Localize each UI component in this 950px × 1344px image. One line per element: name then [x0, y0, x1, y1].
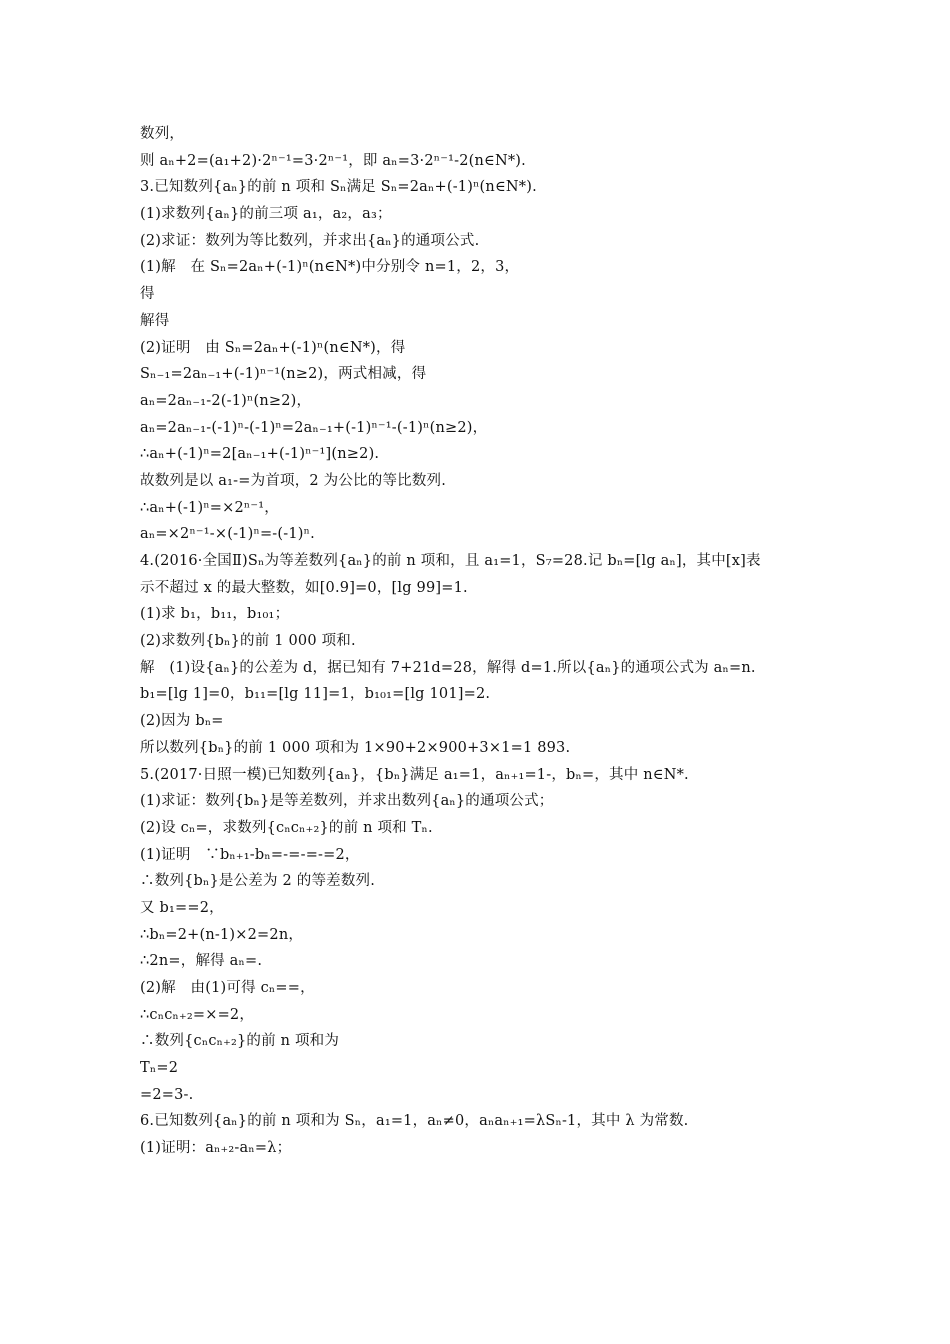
- text-line: (2)求数列{bₙ}的前 1 000 项和.: [140, 633, 356, 650]
- text-line: 解 (1)设{aₙ}的公差为 d，据已知有 7+21d=28，解得 d=1.所以{aₙ}的通项公式为 aₙ=n.: [140, 659, 756, 676]
- text-line: ∴数列{bₙ}是公差为 2 的等差数列.: [140, 873, 376, 890]
- text-line: (2)证明 由 Sₙ=2aₙ+(-1)ⁿ(n∈N*)，得: [140, 339, 406, 356]
- text-line: 数列，: [140, 126, 185, 142]
- text-line: (2)解 由(1)可得 cₙ==，: [140, 980, 315, 996]
- text-line: ∴2n=，解得 aₙ=.: [140, 953, 263, 970]
- problem-6-statement: 6.已知数列{aₙ}的前 n 项和为 Sₙ，a₁=1，aₙ≠0，aₙaₙ₊₁=λSₙ-1，其中 λ 为常数.: [140, 1113, 689, 1130]
- problem-4-statement: 4.(2016·全国Ⅱ)Sₙ为等差数列{aₙ}的前 n 项和，且 a₁=1，S₇=28.记 bₙ=[lg aₙ]，其中[x]表: [140, 553, 761, 569]
- text-line: aₙ=×2ⁿ⁻¹-×(-1)ⁿ=-(-1)ⁿ.: [140, 526, 315, 543]
- text-line: (1)求 b₁，b₁₁，b₁₀₁；: [140, 606, 290, 623]
- problem-3-statement: 3.已知数列{aₙ}的前 n 项和 Sₙ满足 Sₙ=2aₙ+(-1)ⁿ(n∈N*).: [140, 179, 537, 196]
- text-line: (1)解 在 Sₙ=2aₙ+(-1)ⁿ(n∈N*)中分别令 n=1，2，3，: [140, 259, 520, 276]
- problem-5-statement: 5.(2017·日照一模)已知数列{aₙ}，{bₙ}满足 a₁=1，aₙ₊₁=1-，bₙ=，其中 n∈N*.: [140, 766, 689, 783]
- text-line: (1)证明 ∵bₙ₊₁-bₙ=-=-=-=2，: [140, 846, 360, 863]
- text-line: aₙ=2aₙ₋₁-(-1)ⁿ-(-1)ⁿ=2aₙ₋₁+(-1)ⁿ⁻¹-(-1)ⁿ(n≥2)，: [140, 419, 488, 436]
- text-line: b₁=[lg 1]=0，b₁₁=[lg 11]=1，b₁₀₁=[lg 101]=2.: [140, 686, 491, 703]
- text-line: 又 b₁==2，: [140, 899, 224, 916]
- text-line: 解得: [140, 312, 170, 329]
- text-line: (1)证明：aₙ₊₂-aₙ=λ；: [140, 1140, 292, 1157]
- text-line: ∴数列{cₙcₙ₊₂}的前 n 项和为: [140, 1033, 340, 1050]
- text-line: (2)求证：数列为等比数列，并求出{aₙ}的通项公式.: [140, 232, 480, 249]
- document-body: [140, 121, 820, 1162]
- text-line: ∴aₙ+(-1)ⁿ=2[aₙ₋₁+(-1)ⁿ⁻¹](n≥2).: [140, 446, 380, 463]
- text-line: ∴bₙ=2+(n-1)×2=2n，: [140, 926, 304, 943]
- text-line: (1)求证：数列{bₙ}是等差数列，并求出数列{aₙ}的通项公式；: [140, 793, 554, 810]
- text-line: Sₙ₋₁=2aₙ₋₁+(-1)ⁿ⁻¹(n≥2)，两式相减，得: [140, 366, 427, 383]
- text-line: (1)求数列{aₙ}的前三项 a₁，a₂，a₃；: [140, 206, 392, 223]
- text-line: 则 aₙ+2=(a₁+2)·2ⁿ⁻¹=3·2ⁿ⁻¹，即 aₙ=3·2ⁿ⁻¹-2(n∈N*).: [140, 152, 526, 169]
- text-line: =2=3-.: [140, 1086, 194, 1103]
- text-line: 故数列是以 a₁-=为首项，2 为公比的等比数列.: [140, 472, 447, 489]
- text-line: aₙ=2aₙ₋₁-2(-1)ⁿ(n≥2)，: [140, 392, 312, 409]
- text-line: 示不超过 x 的最大整数，如[0.9]=0，[lg 99]=1.: [140, 579, 468, 596]
- text-line: 所以数列{bₙ}的前 1 000 项和为 1×90+2×900+3×1=1 893.: [140, 739, 571, 756]
- text-line: (2)设 cₙ=，求数列{cₙcₙ₊₂}的前 n 项和 Tₙ.: [140, 819, 433, 836]
- text-line: 得: [140, 286, 155, 303]
- text-line: ∴cₙcₙ₊₂=×=2，: [140, 1006, 255, 1023]
- text-line: (2)因为 bₙ=: [140, 713, 224, 730]
- text-line: ∴aₙ+(-1)ⁿ=×2ⁿ⁻¹，: [140, 499, 279, 516]
- text-line: Tₙ=2: [140, 1060, 179, 1077]
